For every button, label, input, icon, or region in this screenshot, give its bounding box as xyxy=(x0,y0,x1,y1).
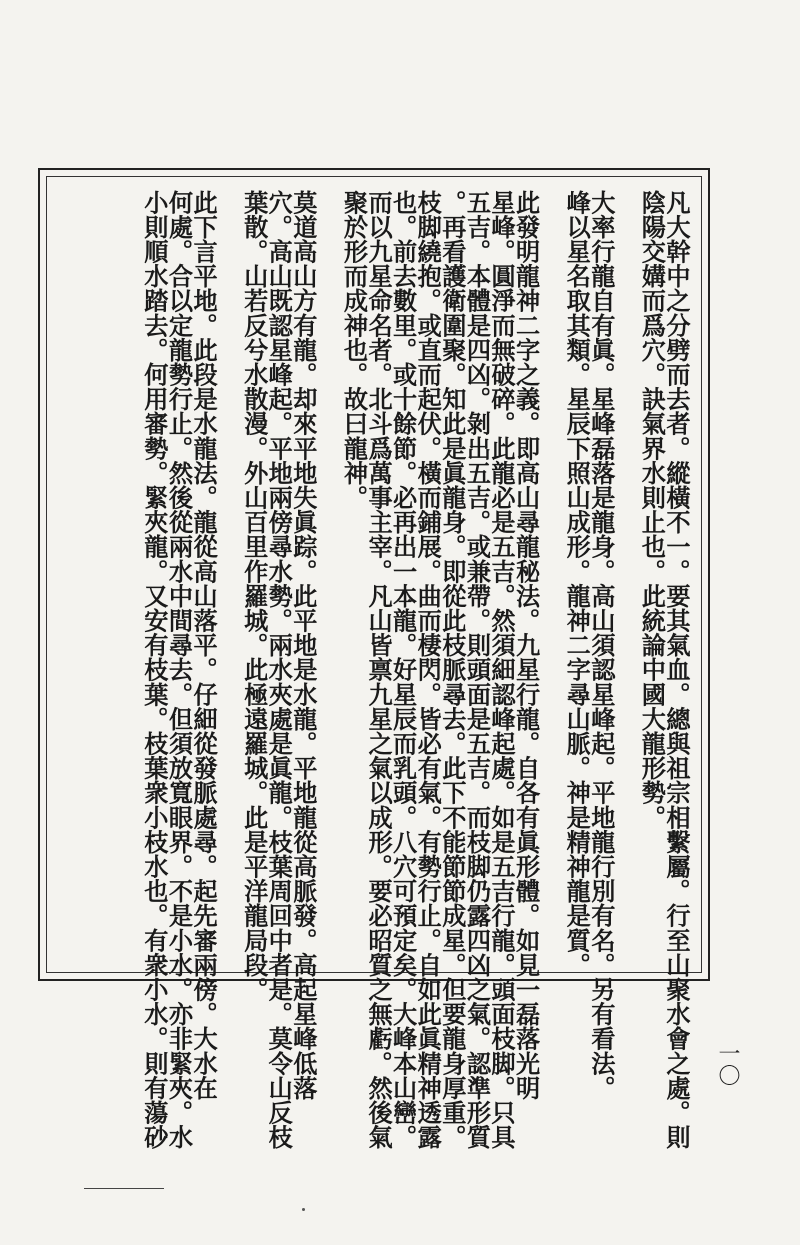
text-column: 星峰。圓淨而無破碎。此龍必是五吉。然須細認峰起處。如是五吉行龍。頭面枝脚。只具 xyxy=(487,190,517,1150)
text-column: 。再看護衛圍聚。知此是眞龍身。即從此枝脈尋去。此下不能節節成星。但要龍身厚重。 xyxy=(437,190,467,1150)
scan-artifact-line xyxy=(84,1188,164,1189)
text-column: 大率行龍自有眞。星峰磊落是龍身。高山須認星峰起。平地龍行別有名。另有看法。 xyxy=(586,190,616,1101)
text-column: 聚於形而成神也。故曰龍神。 xyxy=(339,190,369,510)
text-column: 何處。合以定龍勢行止。然後從兩水中間尋去。但須放寬眼界。不是小水。亦非緊夾。水 xyxy=(164,190,194,1150)
text-column: 枝脚繞抱。或直而起伏。橫而鋪展。曲而棲閃。皆必有氣。有勢行止。自如此眞精神透露 xyxy=(413,190,443,1150)
text-column: 陰陽交媾而爲穴。訣氣界水則止也。此統論中國大龍形勢。 xyxy=(637,190,667,830)
text-column: 五吉。本體是四凶。剝出五吉。或兼帶。則頭面是五吉。而枝脚仍露四凶之氣。認準形質 xyxy=(462,190,492,1150)
text-column: 小則順水踏去。何用審勢。緊夾龍。又安有枝葉。枝葉衆小枝水也。有衆小水。則有蕩砂 xyxy=(139,190,169,1150)
text-column: 此下言平地。此段是水龍法。龍從高山落平。仔細從發脈處尋。起先審兩傍。大水在 xyxy=(189,190,219,1101)
text-column: 穴。高山既認星峰起。平地兩傍尋水勢。兩水夾處是眞龍。枝葉周回中者是。莫令山反枝 xyxy=(264,190,294,1150)
text-column: 凡大幹中之分劈而去者。縱橫不一。要其氣血。總與祖宗相繫屬。行至山聚水會之處。則 xyxy=(662,190,691,1150)
text-column: 葉散。山若反兮水散漫。外山百里作羅城。此極遠羅城。此是平洋龍局段。 xyxy=(239,190,269,1002)
text-column: 莫道高山方有龍。却來平地失眞踪。此平地是水龍。平地龍從高脈發。高起星峰低落 xyxy=(288,190,318,1101)
vertical-text-body xyxy=(58,190,691,1150)
text-column: 此發明龍神二字之義。即高山尋龍秘法。九星行龍。自各有眞形體。如見一磊落光明 xyxy=(511,190,541,1101)
scan-artifact-dot xyxy=(302,1208,305,1211)
page-number: 一〇 xyxy=(715,1042,740,1086)
text-column: 也。前去數里。或十餘節。必再出一本龍。好星辰而乳頭。八穴可預定矣。大峰本山巒。 xyxy=(388,190,418,1150)
text-column: 而以九星命名者。北斗爲萬事主宰。凡山皆禀九星之氣以成形。要必昭質之無虧。然後氣 xyxy=(364,190,394,1150)
text-column: 峰以星名取其類。星辰下照山成形。龍神二字尋山脈。神是精神龍是質。 xyxy=(562,190,592,978)
